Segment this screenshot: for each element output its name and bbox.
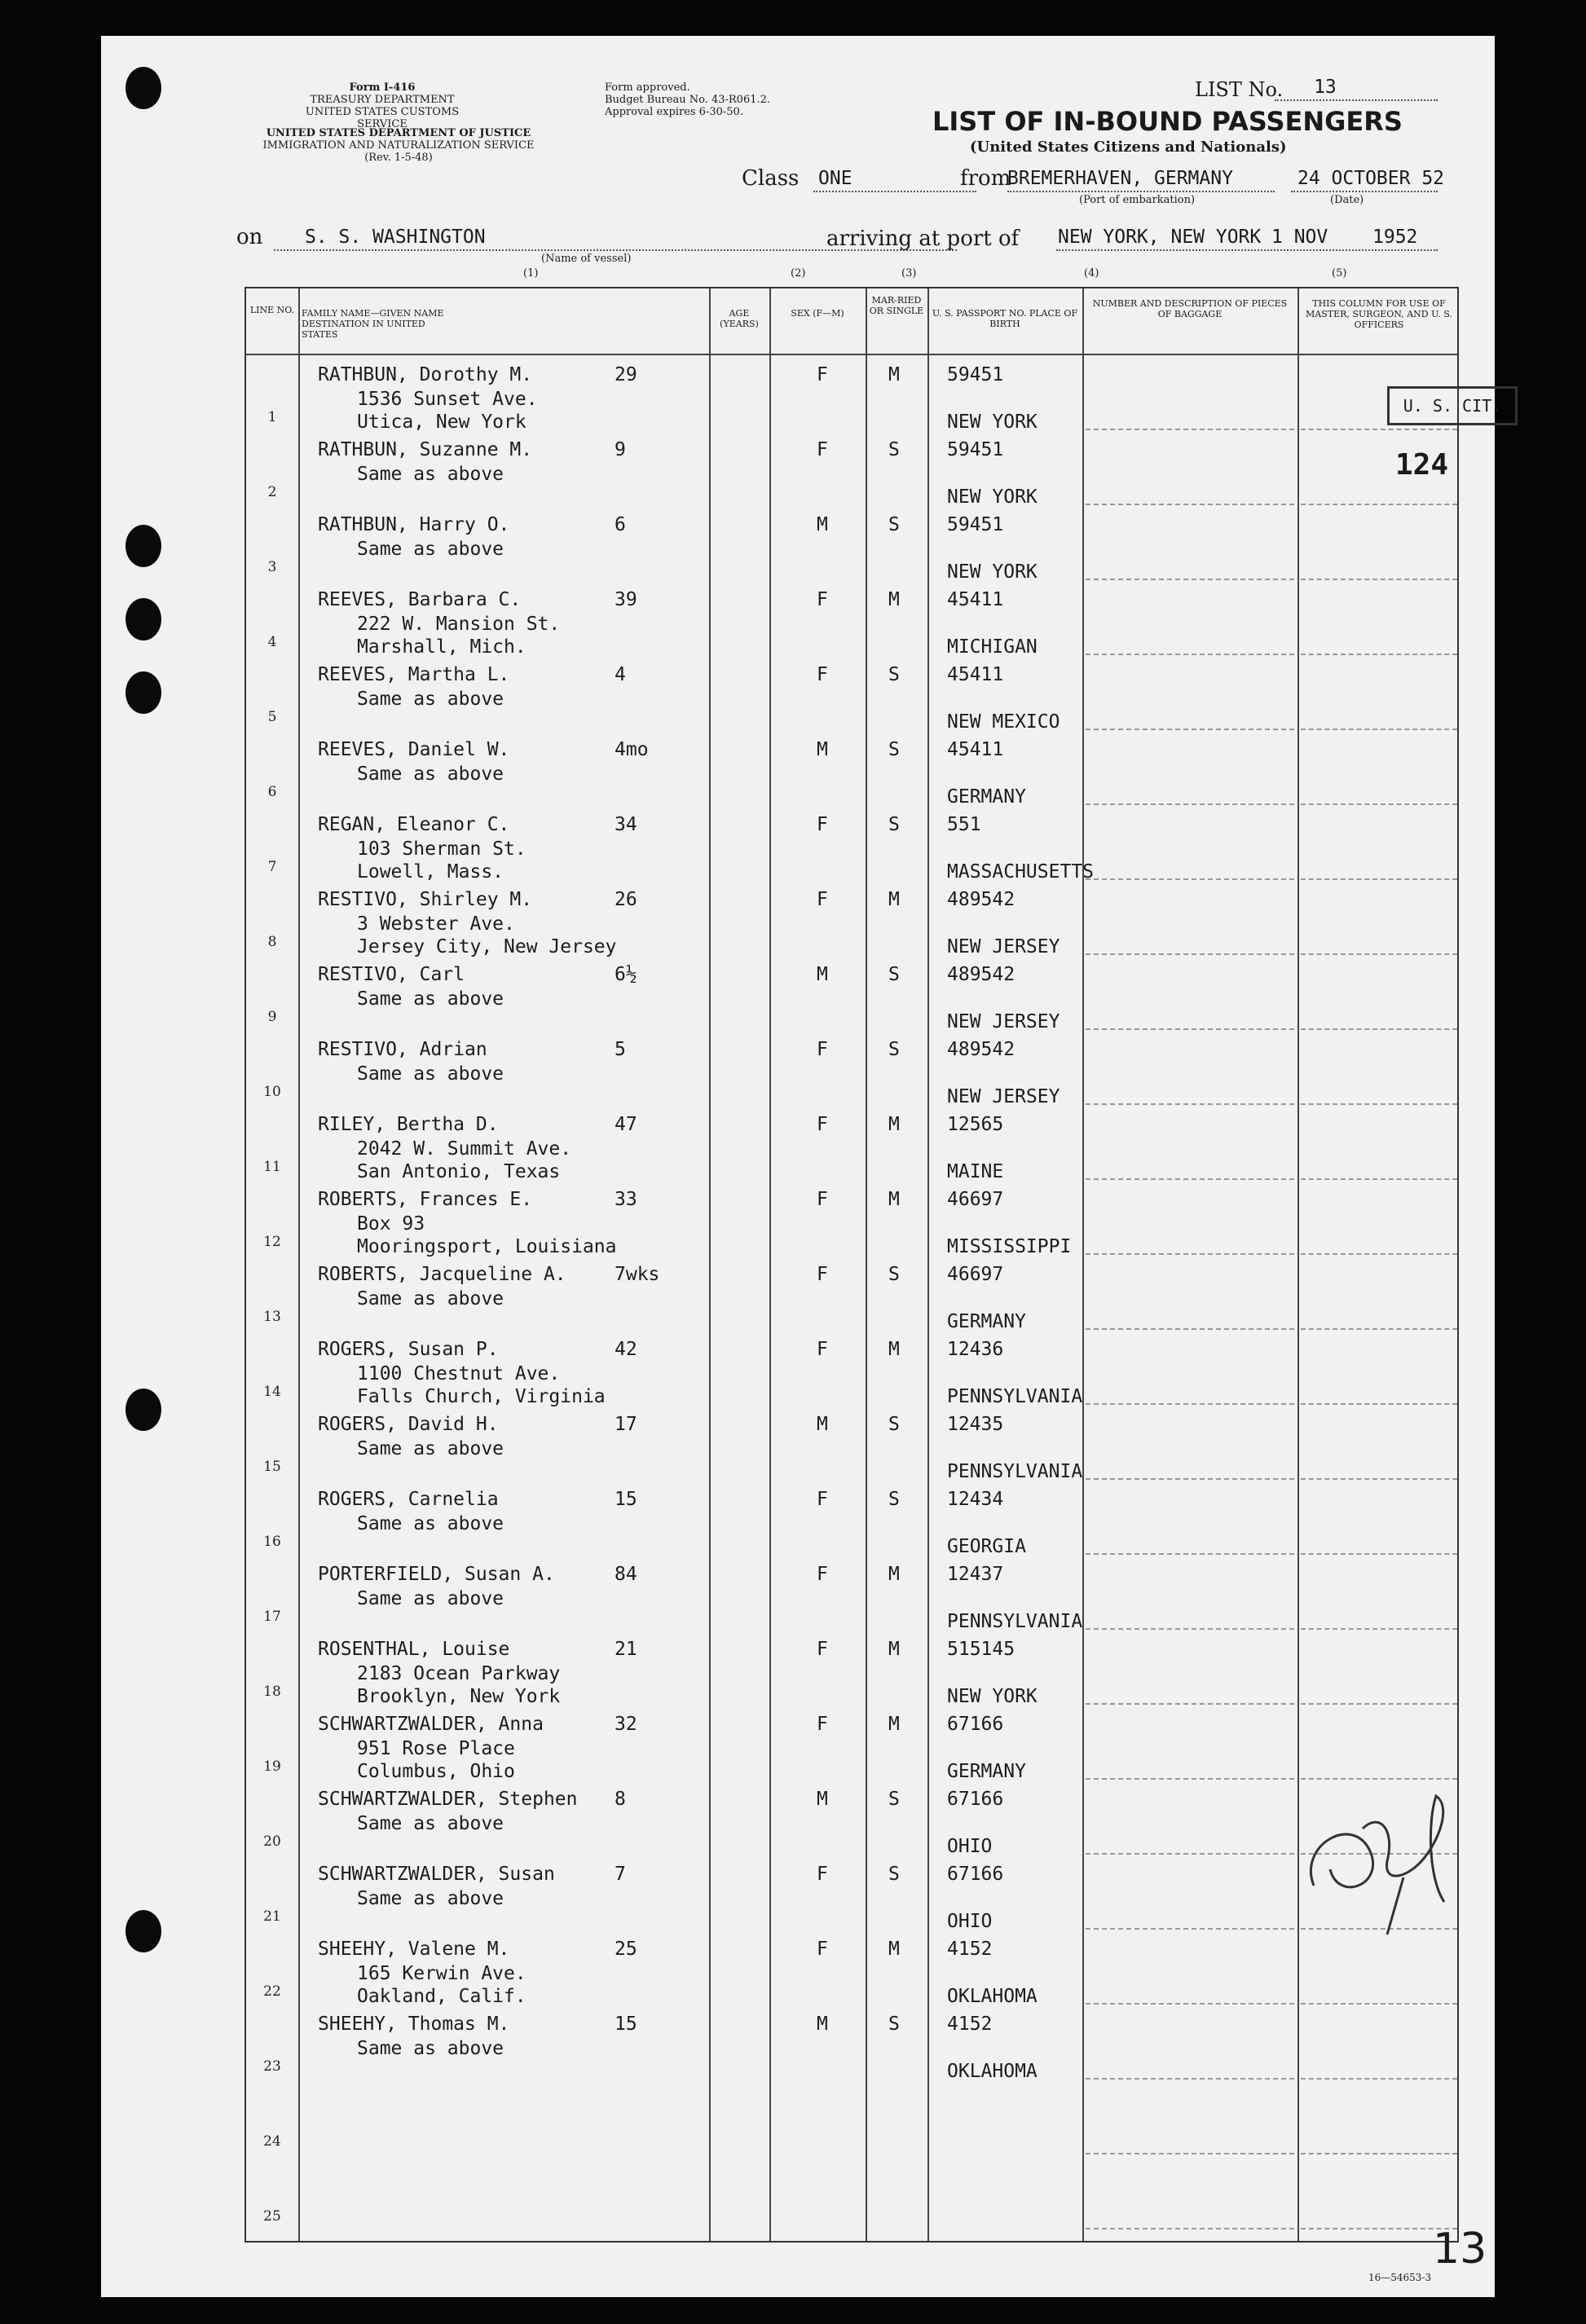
marital-status: M xyxy=(888,1639,900,1660)
place-of-birth: NEW YORK xyxy=(947,486,1038,508)
place-of-birth: MASSACHUSETTS xyxy=(947,861,1095,883)
sex: F xyxy=(817,1189,828,1210)
passport-number: 551 xyxy=(947,814,981,835)
binder-hole xyxy=(126,67,161,109)
address-line-2: Falls Church, Virginia xyxy=(357,1386,606,1407)
table-row xyxy=(246,2005,1460,2080)
sex: F xyxy=(817,1114,828,1135)
address-line-1: 103 Sherman St. xyxy=(357,838,526,860)
line-number: 16 xyxy=(263,1534,281,1550)
sex: F xyxy=(817,364,828,385)
place-of-birth: PENNSYLVANIA xyxy=(947,1461,1083,1482)
address-line-2: Oakland, Calif. xyxy=(357,1986,526,2007)
form-block xyxy=(289,81,476,130)
col-header-passport: U. S. PASSPORT NO. PLACE OF BIRTH xyxy=(932,308,1078,329)
table-row xyxy=(246,655,1460,733)
table-row xyxy=(246,955,1460,1030)
binder-hole xyxy=(126,598,161,640)
table-row xyxy=(246,1105,1460,1180)
address-line-1: Same as above xyxy=(357,1813,504,1834)
form-approved: Form approved. xyxy=(605,81,690,94)
marital-status: S xyxy=(888,1039,900,1060)
age: 4 xyxy=(615,664,626,685)
marital-status: M xyxy=(888,1189,900,1210)
line-number: 17 xyxy=(263,1609,281,1625)
age: 4mo xyxy=(615,739,649,760)
page-subtitle: (United States Citizens and Nationals) xyxy=(970,139,1287,156)
passport-number: 59451 xyxy=(947,514,1004,535)
place-of-birth: GERMANY xyxy=(947,1761,1026,1782)
line-number: 18 xyxy=(263,1684,281,1700)
binder-hole xyxy=(126,671,161,714)
line-number: 22 xyxy=(263,1983,281,2000)
sex: M xyxy=(817,1789,828,1810)
passport-number: 12435 xyxy=(947,1414,1004,1435)
table-row xyxy=(246,1930,1460,2005)
table-row xyxy=(246,1555,1460,1630)
passport-number: 67166 xyxy=(947,1789,1004,1810)
passport-number: 45411 xyxy=(947,739,1004,760)
age: 6½ xyxy=(615,964,637,985)
address-line-1: Same as above xyxy=(357,2038,504,2059)
citizen-stamp: U. S. CIT. xyxy=(1387,386,1518,425)
line-number: 12 xyxy=(263,1234,281,1250)
col-number-2: (2) xyxy=(791,267,806,279)
passenger-name: SCHWARTZWALDER, Anna xyxy=(318,1714,544,1735)
marital-status: S xyxy=(888,1489,900,1510)
marital-status: S xyxy=(888,1789,900,1810)
table-row xyxy=(246,1480,1460,1555)
sex: F xyxy=(817,1339,828,1360)
embarkation-date: 24 OCTOBER 52 xyxy=(1297,168,1445,189)
address-line-2: Lowell, Mass. xyxy=(357,861,504,883)
place-of-birth: OHIO xyxy=(947,1911,993,1932)
passport-number: 12434 xyxy=(947,1489,1004,1510)
sex: F xyxy=(817,1489,828,1510)
binder-hole xyxy=(126,1910,161,1952)
vessel-caption: (Name of vessel) xyxy=(541,253,632,265)
passport-number: 4152 xyxy=(947,2014,993,2035)
table-row xyxy=(246,1405,1460,1480)
col-header-officers: THIS COLUMN FOR USE OF MASTER, SURGEON, AND U. S. OFFICERS xyxy=(1305,298,1452,330)
line-number: 24 xyxy=(263,2133,281,2150)
arriving-label: arriving at port of xyxy=(826,227,1020,251)
place-of-birth: MICHIGAN xyxy=(947,636,1038,658)
age: 7 xyxy=(615,1864,626,1885)
approval-expires: Approval expires 6-30-50. xyxy=(605,106,743,118)
date-caption: (Date) xyxy=(1330,194,1364,206)
table-row xyxy=(246,1030,1460,1105)
marital-status: S xyxy=(888,514,900,535)
passenger-name: RATHBUN, Harry O. xyxy=(318,514,510,535)
passport-number: 489542 xyxy=(947,1039,1015,1060)
line-number: 25 xyxy=(263,2208,281,2225)
marital-status: S xyxy=(888,739,900,760)
passenger-name: ROGERS, David H. xyxy=(318,1414,499,1435)
age: 7wks xyxy=(615,1264,660,1285)
justice-block xyxy=(223,127,574,164)
marital-status: S xyxy=(888,664,900,685)
col-number-5: (5) xyxy=(1332,267,1347,279)
marital-status: M xyxy=(888,1564,900,1585)
place-of-birth: OKLAHOMA xyxy=(947,2061,1038,2082)
line-number: 6 xyxy=(267,784,277,800)
col-number-3: (3) xyxy=(901,267,917,279)
table-row xyxy=(246,880,1460,955)
passenger-name: SHEEHY, Valene M. xyxy=(318,1939,510,1960)
passport-number: 45411 xyxy=(947,664,1004,685)
line-number: 19 xyxy=(263,1758,281,1775)
address-line-1: Same as above xyxy=(357,1438,504,1459)
arrival-date: 1 NOV xyxy=(1271,227,1328,248)
passenger-name: PORTERFIELD, Susan A. xyxy=(318,1564,555,1585)
passenger-name: REGAN, Eleanor C. xyxy=(318,814,510,835)
customs-service: UNITED STATES CUSTOMS SERVICE xyxy=(305,106,460,130)
sex: F xyxy=(817,1714,828,1735)
on-label: on xyxy=(236,225,263,249)
marital-status: M xyxy=(888,889,900,910)
passenger-name: ROBERTS, Jacqueline A. xyxy=(318,1264,566,1285)
address-line-1: 1100 Chestnut Ave. xyxy=(357,1363,561,1384)
address-line-1: 165 Kerwin Ave. xyxy=(357,1963,526,1984)
place-of-birth: NEW YORK xyxy=(947,412,1038,433)
age: 47 xyxy=(615,1114,637,1135)
passport-number: 489542 xyxy=(947,889,1015,910)
place-of-birth: NEW MEXICO xyxy=(947,711,1060,733)
place-of-birth: GEORGIA xyxy=(947,1536,1026,1557)
marital-status: S xyxy=(888,439,900,460)
form-code: 16—54653-3 xyxy=(1368,2272,1432,2283)
age: 84 xyxy=(615,1564,637,1585)
sex: F xyxy=(817,664,828,685)
passport-number: 489542 xyxy=(947,964,1015,985)
table-row xyxy=(246,1180,1460,1255)
address-line-2: Columbus, Ohio xyxy=(357,1761,515,1782)
manifest-page xyxy=(101,36,1502,2297)
form-number: Form I-416 xyxy=(349,81,416,94)
table-row xyxy=(246,1330,1460,1405)
passport-number: 67166 xyxy=(947,1864,1004,1885)
line-number: 8 xyxy=(267,934,277,950)
marital-status: S xyxy=(888,964,900,985)
address-line-1: Same as above xyxy=(357,988,504,1010)
budget-bureau: Budget Bureau No. 43-R061.2. xyxy=(605,94,771,106)
page-mark: 13 xyxy=(1433,2225,1487,2273)
address-line-1: 2042 W. Summit Ave. xyxy=(357,1138,572,1160)
sex: F xyxy=(817,1564,828,1585)
place-of-birth: GERMANY xyxy=(947,1311,1026,1332)
address-line-2: Marshall, Mich. xyxy=(357,636,526,658)
address-line-1: 951 Rose Place xyxy=(357,1738,515,1759)
passport-number: 46697 xyxy=(947,1189,1004,1210)
passport-number: 4152 xyxy=(947,1939,993,1960)
marital-status: M xyxy=(888,364,900,385)
place-of-birth: NEW YORK xyxy=(947,1686,1038,1707)
line-number: 21 xyxy=(263,1908,281,1925)
passenger-name: ROSENTHAL, Louise xyxy=(318,1639,510,1660)
marital-status: M xyxy=(888,1714,900,1735)
passenger-name: REEVES, Daniel W. xyxy=(318,739,510,760)
place-of-birth: PENNSYLVANIA xyxy=(947,1386,1083,1407)
address-line-1: Same as above xyxy=(357,539,504,560)
passport-number: 45411 xyxy=(947,589,1004,610)
sex: F xyxy=(817,1039,828,1060)
place-of-birth: NEW YORK xyxy=(947,561,1038,583)
line-number: 2 xyxy=(267,484,277,500)
age: 26 xyxy=(615,889,637,910)
address-line-1: Box 93 xyxy=(357,1213,425,1235)
line-number: 4 xyxy=(267,634,277,650)
age: 5 xyxy=(615,1039,626,1060)
age: 15 xyxy=(615,1489,637,1510)
passenger-name: ROGERS, Carnelia xyxy=(318,1489,499,1510)
place-of-birth: OHIO xyxy=(947,1836,993,1857)
address-line-1: 2183 Ocean Parkway xyxy=(357,1663,561,1684)
sex: M xyxy=(817,2014,828,2035)
marital-status: S xyxy=(888,1414,900,1435)
sex: F xyxy=(817,589,828,610)
line-number: 3 xyxy=(267,559,277,575)
approval-block xyxy=(605,81,825,118)
ins-service: IMMIGRATION AND NATURALIZATION SERVICE xyxy=(262,139,535,152)
sex: M xyxy=(817,514,828,535)
age: 21 xyxy=(615,1639,637,1660)
place-of-birth: NEW JERSEY xyxy=(947,936,1060,957)
address-line-2: Jersey City, New Jersey xyxy=(357,936,617,957)
place-of-birth: OKLAHOMA xyxy=(947,1986,1038,2007)
age: 8 xyxy=(615,1789,626,1810)
date-underline xyxy=(1291,191,1438,192)
passenger-count: 124 xyxy=(1395,448,1449,482)
passenger-name: RESTIVO, Carl xyxy=(318,964,465,985)
table-row xyxy=(246,505,1460,583)
passenger-name: RATHBUN, Suzanne M. xyxy=(318,439,533,460)
table-row xyxy=(246,430,1460,508)
address-line-1: Same as above xyxy=(357,1513,504,1534)
table-row xyxy=(246,1255,1460,1330)
col-header-baggage: NUMBER AND DESCRIPTION OF PIECES OF BAGGAGE xyxy=(1092,298,1288,319)
sex: M xyxy=(817,964,828,985)
passenger-name: RESTIVO, Shirley M. xyxy=(318,889,533,910)
passenger-name: RILEY, Bertha D. xyxy=(318,1114,499,1135)
justice-dept: UNITED STATES DEPARTMENT OF JUSTICE xyxy=(266,127,531,139)
passport-number: 67166 xyxy=(947,1714,1004,1735)
arrival-year: 1952 xyxy=(1372,227,1418,248)
address-line-1: Same as above xyxy=(357,1588,504,1609)
line-number: 23 xyxy=(263,2058,281,2075)
col-header-name: FAMILY NAME—GIVEN NAME DESTINATION IN UNITED STATES xyxy=(302,308,444,340)
passport-number: 46697 xyxy=(947,1264,1004,1285)
passenger-name: SHEEHY, Thomas M. xyxy=(318,2014,510,2035)
age: 6 xyxy=(615,514,626,535)
embarkation-caption: (Port of embarkation) xyxy=(1079,194,1196,206)
table-row xyxy=(246,1780,1460,1855)
table-row xyxy=(246,2080,1460,2155)
sex: M xyxy=(817,1414,828,1435)
age: 42 xyxy=(615,1339,637,1360)
list-no-value: 13 xyxy=(1314,77,1337,98)
address-line-2: Utica, New York xyxy=(357,412,526,433)
table-row xyxy=(246,730,1460,808)
address-line-1: Same as above xyxy=(357,1063,504,1085)
line-number: 11 xyxy=(263,1159,281,1175)
marital-status: M xyxy=(888,1939,900,1960)
line-number: 9 xyxy=(267,1009,277,1025)
marital-status: S xyxy=(888,1264,900,1285)
passenger-name: RATHBUN, Dorothy M. xyxy=(318,364,533,385)
passenger-name: ROGERS, Susan P. xyxy=(318,1339,499,1360)
age: 9 xyxy=(615,439,626,460)
line-number: 14 xyxy=(263,1384,281,1400)
table-row xyxy=(246,1705,1460,1780)
arrival-port: NEW YORK, NEW YORK xyxy=(1058,227,1262,248)
col-header-sex: SEX (F—M) xyxy=(791,308,844,319)
col-number-4: (4) xyxy=(1084,267,1099,279)
age: 17 xyxy=(615,1414,637,1435)
list-no-underline xyxy=(1275,99,1438,101)
table-row xyxy=(246,580,1460,658)
address-line-1: Same as above xyxy=(357,464,504,485)
sex: F xyxy=(817,889,828,910)
line-number: 7 xyxy=(267,859,277,875)
passenger-name: SCHWARTZWALDER, Susan xyxy=(318,1864,555,1885)
passenger-table xyxy=(245,287,1502,2243)
passenger-name: SCHWARTZWALDER, Stephen xyxy=(318,1789,578,1810)
sex: F xyxy=(817,1939,828,1960)
list-no-label: LIST No. xyxy=(1195,78,1284,101)
class-value: ONE xyxy=(818,168,852,189)
passport-number: 12436 xyxy=(947,1339,1004,1360)
sex: F xyxy=(817,1639,828,1660)
address-line-1: Same as above xyxy=(357,1288,504,1309)
table-row xyxy=(246,805,1460,883)
place-of-birth: PENNSYLVANIA xyxy=(947,1611,1083,1632)
address-line-1: 1536 Sunset Ave. xyxy=(357,389,538,410)
table-row xyxy=(246,2155,1460,2229)
from-label: from xyxy=(960,166,1011,191)
age: 32 xyxy=(615,1714,637,1735)
address-line-1: Same as above xyxy=(357,764,504,785)
passenger-name: RESTIVO, Adrian xyxy=(318,1039,487,1060)
vessel-name: S. S. WASHINGTON xyxy=(305,227,486,248)
line-number: 20 xyxy=(263,1833,281,1850)
sex: F xyxy=(817,1864,828,1885)
age: 39 xyxy=(615,589,637,610)
passport-number: 515145 xyxy=(947,1639,1015,1660)
marital-status: S xyxy=(888,814,900,835)
line-number: 15 xyxy=(263,1459,281,1475)
binder-hole xyxy=(126,525,161,567)
col-number-1: (1) xyxy=(523,267,539,279)
marital-status: S xyxy=(888,2014,900,2035)
address-line-1: Same as above xyxy=(357,689,504,710)
age: 33 xyxy=(615,1189,637,1210)
place-of-birth: NEW JERSEY xyxy=(947,1011,1060,1032)
address-line-1: Same as above xyxy=(357,1888,504,1909)
passport-number: 59451 xyxy=(947,364,1004,385)
address-line-1: 222 W. Mansion St. xyxy=(357,614,561,635)
page-title: LIST OF IN-BOUND PASSENGERS xyxy=(932,106,1403,137)
class-label: Class xyxy=(742,166,800,191)
col-header-age: AGE (YEARS) xyxy=(720,308,759,329)
age: 25 xyxy=(615,1939,637,1960)
treasury-dept: TREASURY DEPARTMENT xyxy=(310,94,455,106)
place-of-birth: MAINE xyxy=(947,1161,1004,1182)
address-line-2: Brooklyn, New York xyxy=(357,1686,561,1707)
age: 15 xyxy=(615,2014,637,2035)
class-underline xyxy=(813,191,976,192)
marital-status: M xyxy=(888,589,900,610)
col-header-married: MAR-RIED OR SINGLE xyxy=(869,295,924,316)
embarkation-underline xyxy=(1007,191,1275,192)
table-row xyxy=(246,1855,1460,1930)
arrival-underline xyxy=(1056,249,1438,251)
place-of-birth: NEW JERSEY xyxy=(947,1086,1060,1107)
row-rule xyxy=(1086,2228,1294,2229)
passenger-name: ROBERTS, Frances E. xyxy=(318,1189,533,1210)
sex: F xyxy=(817,1264,828,1285)
address-line-2: San Antonio, Texas xyxy=(357,1161,561,1182)
age: 34 xyxy=(615,814,637,835)
passport-number: 12437 xyxy=(947,1564,1004,1585)
embarkation-port: BREMERHAVEN, GERMANY xyxy=(1007,168,1233,189)
binder-hole xyxy=(126,1389,161,1431)
sex: F xyxy=(817,439,828,460)
passenger-name: REEVES, Martha L. xyxy=(318,664,510,685)
line-number: 5 xyxy=(267,709,277,725)
marital-status: M xyxy=(888,1114,900,1135)
marital-status: S xyxy=(888,1864,900,1885)
passport-number: 12565 xyxy=(947,1114,1004,1135)
revision-date: (Rev. 1-5-48) xyxy=(364,152,433,164)
place-of-birth: GERMANY xyxy=(947,786,1026,808)
table-row xyxy=(246,1630,1460,1705)
passport-number: 59451 xyxy=(947,439,1004,460)
sex: M xyxy=(817,739,828,760)
marital-status: M xyxy=(888,1339,900,1360)
line-number: 13 xyxy=(263,1309,281,1325)
line-number: 10 xyxy=(263,1084,281,1100)
col-header-line-no: LINE NO. xyxy=(249,305,295,315)
table-row xyxy=(246,355,1460,433)
address-line-1: 3 Webster Ave. xyxy=(357,913,515,935)
inspector-signature xyxy=(1306,1780,1460,1943)
line-number: 1 xyxy=(267,409,277,425)
sex: F xyxy=(817,814,828,835)
address-line-2: Mooringsport, Louisiana xyxy=(357,1236,617,1257)
age: 29 xyxy=(615,364,637,385)
place-of-birth: MISSISSIPPI xyxy=(947,1236,1072,1257)
passenger-name: REEVES, Barbara C. xyxy=(318,589,522,610)
